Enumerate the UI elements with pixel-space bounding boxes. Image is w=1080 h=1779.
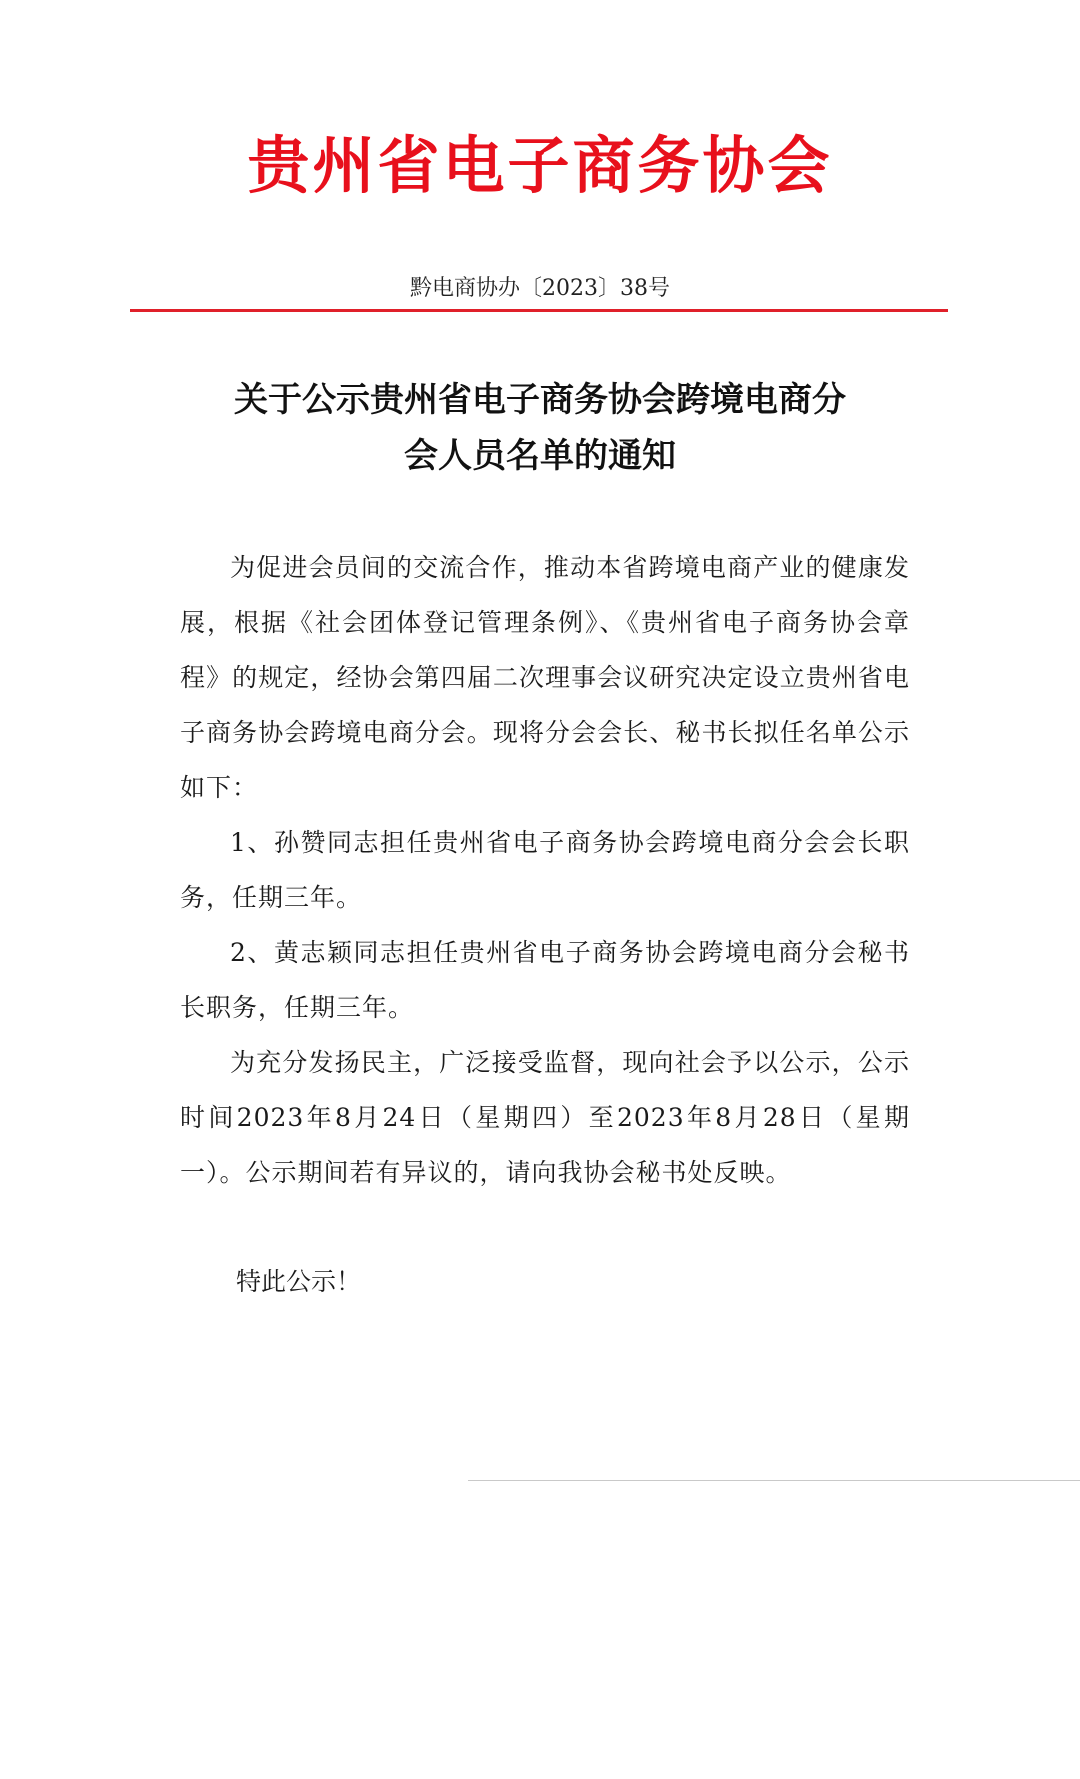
- document-body: [180, 540, 910, 1200]
- body-paragraph-item-2: 2、黄志颖同志担任贵州省电子商务协会跨境电商分会秘书长职务，任期三年。: [180, 938, 910, 1022]
- scan-edge-line: [468, 1480, 1080, 1481]
- red-divider-rule: [130, 309, 948, 312]
- closing-line: 特此公示！: [236, 1267, 362, 1296]
- document-title: [140, 372, 940, 484]
- body-paragraph-item-1: 1、孙赞同志担任贵州省电子商务协会跨境电商分会会长职务，任期三年。: [180, 828, 910, 912]
- document-title-line-2: 会人员名单的通知: [404, 436, 676, 476]
- document-number: 黔电商协办〔2023〕38号: [410, 276, 670, 301]
- body-paragraph-intro: 为促进会员间的交流合作，推动本省跨境电商产业的健康发展，根据《社会团体登记管理条例》、《贵州省电子商务协会章程》的规定，经协会第四届二次理事会议研究决定设立贵州省电子商务协会跨境电商分会。现将分会会长、秘书长拟任名单公示如下：: [180, 553, 910, 802]
- body-paragraph-notice-period: 为充分发扬民主，广泛接受监督，现向社会予以公示，公示时间2023年8月24日（星期四）至2023年8月28日（星期一）。公示期间若有异议的，请向我协会秘书处反映。: [180, 1048, 910, 1187]
- document-title-line-1: 关于公示贵州省电子商务协会跨境电商分: [234, 380, 846, 420]
- organization-header: 贵州省电子商务协会: [247, 129, 833, 202]
